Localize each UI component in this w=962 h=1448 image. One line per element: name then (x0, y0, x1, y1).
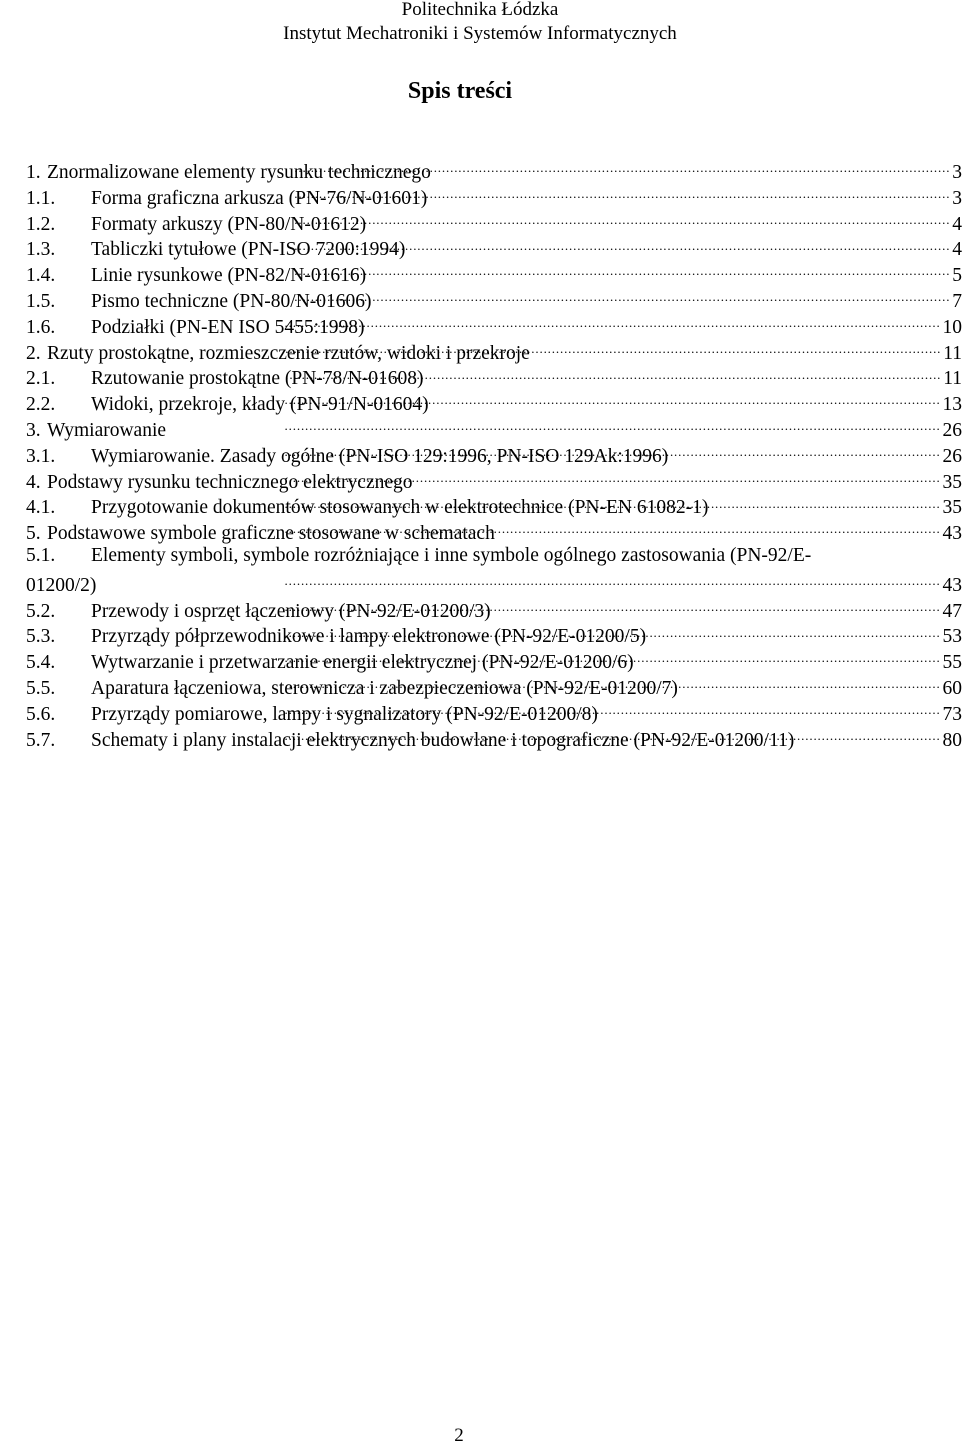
toc-entry-number: 5.6. (26, 702, 91, 728)
toc-entry-title: Przyrządy pomiarowe, lampy i sygnalizatory (PN-92/E-01200/8) (91, 702, 598, 728)
toc-entry-title: Podstawowe symbole graficzne stosowane w schematach (47, 521, 495, 547)
toc-entry-number: 1.4. (26, 263, 91, 289)
toc-entry-number: 5.5. (26, 676, 91, 702)
toc-entry-title: Wytwarzanie i przetwarzanie energii elektrycznej (PN-92/E-01200/6) (91, 650, 634, 676)
toc-entry-number: 3.1. (26, 444, 91, 470)
toc-entry[interactable] (26, 337, 962, 363)
toc-entry[interactable] (26, 362, 962, 388)
toc-entry-number: 5.1. (26, 543, 91, 569)
toc-entry[interactable] (26, 156, 962, 182)
table-of-contents (26, 156, 962, 749)
toc-entry-number: 4. (26, 470, 47, 496)
toc-entry-title: Rzuty prostokątne, rozmieszczenie rzutów, widoki i przekroje (47, 341, 530, 367)
department-name: Instytut Mechatroniki i Systemów Informatycznych (0, 22, 960, 46)
dot-leader (429, 182, 948, 204)
toc-entry-title: Wymiarowanie (47, 418, 166, 444)
toc-entry-title: Znormalizowane elementy rysunku technicznego (47, 160, 431, 186)
dot-leader (433, 156, 948, 178)
toc-entry-title-continuation: 01200/2) (26, 573, 96, 599)
toc-entry-title: Podstawy rysunku technicznego elektrycznego (47, 470, 413, 496)
toc-entry-page: 13 (941, 392, 962, 418)
institution-name: Politechnika Łódzka (0, 0, 960, 22)
toc-entry-page: 26 (941, 444, 962, 470)
dot-leader (600, 698, 939, 720)
toc-entry-number: 5.2. (26, 599, 91, 625)
dot-leader (98, 569, 938, 591)
toc-entry-page: 55 (941, 650, 962, 676)
toc-entry[interactable] (26, 595, 962, 621)
toc-entry[interactable] (26, 208, 962, 234)
toc-entry[interactable] (26, 233, 962, 259)
toc-entry-page: 3 (950, 160, 962, 186)
toc-entry-title: Podziałki (PN-EN ISO 5455:1998) (91, 315, 365, 341)
dot-leader (532, 337, 939, 359)
dot-leader (636, 646, 939, 668)
toc-entry-number: 2.1. (26, 366, 91, 392)
dot-leader (710, 491, 938, 513)
dot-leader (670, 440, 938, 462)
toc-entry-number: 1. (26, 160, 47, 186)
toc-entry-page: 7 (950, 289, 962, 315)
toc-entry-continuation[interactable] (26, 569, 962, 595)
toc-entry-page: 10 (941, 315, 962, 341)
toc-entry-page: 43 (941, 573, 962, 599)
toc-entry-title: Przyrządy półprzewodnikowe i lampy elektronowe (PN-92/E-01200/5) (91, 624, 646, 650)
toc-entry-number: 5.4. (26, 650, 91, 676)
toc-entry-page: 4 (950, 237, 962, 263)
toc-entry-number: 1.2. (26, 212, 91, 238)
toc-entry[interactable] (26, 388, 962, 414)
dot-leader (374, 285, 949, 307)
toc-entry[interactable] (26, 466, 962, 492)
toc-entry[interactable] (26, 182, 962, 208)
dot-leader (168, 414, 938, 436)
dot-leader (368, 208, 948, 230)
dot-leader (493, 595, 939, 617)
toc-entry-title: Elementy symboli, symbole rozróżniające i inne symbole ogólnego zastosowania (PN-92/E- (91, 543, 811, 569)
toc-entry-page: 26 (941, 418, 962, 444)
page-header (0, 0, 960, 46)
toc-entry-number: 2.2. (26, 392, 91, 418)
toc-entry-number: 3. (26, 418, 47, 444)
toc-entry-title: Pismo techniczne (PN-80/N-01606) (91, 289, 372, 315)
dot-leader (497, 517, 939, 539)
toc-entry[interactable] (26, 259, 962, 285)
toc-entry[interactable] (26, 491, 962, 517)
toc-entry[interactable] (26, 285, 962, 311)
toc-entry-page: 80 (941, 728, 962, 754)
toc-entry-number: 1.1. (26, 186, 91, 212)
dot-leader (648, 620, 938, 642)
toc-entry-page: 43 (941, 521, 962, 547)
toc-entry-page: 11 (941, 366, 962, 392)
toc-entry-number: 5.3. (26, 624, 91, 650)
toc-entry-page: 5 (950, 263, 962, 289)
dot-leader (407, 233, 948, 255)
toc-entry-page: 11 (941, 341, 962, 367)
toc-entry-title: Formaty arkuszy (PN-80/N-01612) (91, 212, 366, 238)
toc-entry[interactable] (26, 311, 962, 337)
dot-leader (367, 311, 939, 333)
toc-entry-page: 4 (950, 212, 962, 238)
toc-entry-number: 5. (26, 521, 47, 547)
toc-entry[interactable] (26, 698, 962, 724)
toc-entry-title: Aparatura łączeniowa, sterownicza i zabezpieczeniowa (PN-92/E-01200/7) (91, 676, 678, 702)
toc-entry-title: Linie rysunkowe (PN-82/N-01616) (91, 263, 366, 289)
toc-entry[interactable] (26, 672, 962, 698)
dot-leader (796, 724, 938, 746)
toc-entry-page: 73 (941, 702, 962, 728)
toc-entry[interactable] (26, 724, 962, 750)
toc-entry[interactable] (26, 543, 962, 569)
toc-entry-number: 2. (26, 341, 47, 367)
toc-entry-page: 53 (941, 624, 962, 650)
document-title: Spis treści (0, 76, 920, 106)
toc-entry[interactable] (26, 646, 962, 672)
toc-entry-page: 35 (941, 495, 962, 521)
dot-leader (680, 672, 939, 694)
page-number: 2 (0, 1424, 918, 1448)
toc-entry-page: 35 (941, 470, 962, 496)
toc-entry-title: Forma graficzna arkusza (PN-76/N-01601) (91, 186, 427, 212)
toc-entry-title: Rzutowanie prostokątne (PN-78/N-01608) (91, 366, 424, 392)
toc-entry-number: 1.3. (26, 237, 91, 263)
toc-entry-title: Schematy i plany instalacji elektrycznych budowlane i topograficzne (PN-92/E-01200/11) (91, 728, 794, 754)
toc-entry-number: 4.1. (26, 495, 91, 521)
toc-entry-number: 1.5. (26, 289, 91, 315)
toc-entry-page: 47 (941, 599, 962, 625)
toc-entry-title: Przygotowanie dokumentów stosowanych w elektrotechnice (PN-EN 61082-1) (91, 495, 708, 521)
toc-entry[interactable] (26, 440, 962, 466)
toc-entry-title: Przewody i osprzęt łączeniowy (PN-92/E-01200/3) (91, 599, 491, 625)
dot-leader (426, 362, 940, 384)
dot-leader (431, 388, 939, 410)
toc-entry-title: Widoki, przekroje, kłady (PN-91/N-01604) (91, 392, 429, 418)
toc-entry-page: 3 (950, 186, 962, 212)
toc-entry-title: Wymiarowanie. Zasady ogólne (PN-ISO 129:1996, PN-ISO 129Ak:1996) (91, 444, 668, 470)
toc-entry-title: Tabliczki tytułowe (PN-ISO 7200:1994) (91, 237, 405, 263)
toc-entry[interactable] (26, 620, 962, 646)
toc-entry-page: 60 (941, 676, 962, 702)
toc-entry-number: 1.6. (26, 315, 91, 341)
dot-leader (415, 466, 939, 488)
toc-entry-number: 5.7. (26, 728, 91, 754)
toc-entry[interactable] (26, 517, 962, 543)
dot-leader (368, 259, 948, 281)
